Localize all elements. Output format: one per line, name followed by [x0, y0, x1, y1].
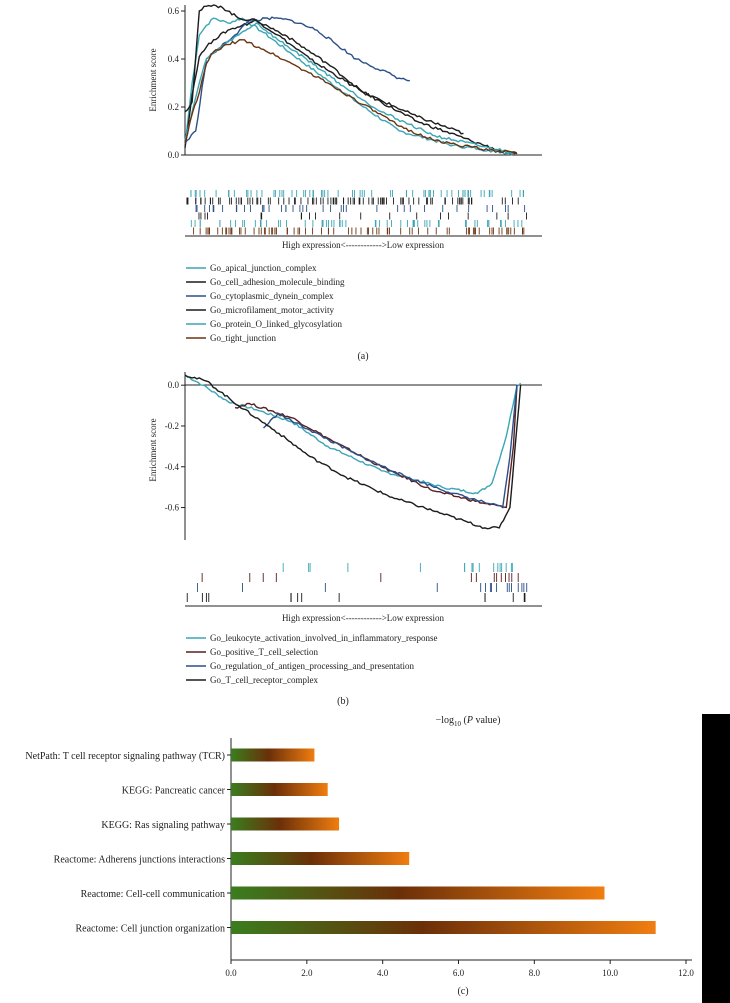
panel-c-xtick-label: 2.0 [301, 968, 313, 978]
panel-a-legend-label: Go_cytoplasmic_dynein_complex [210, 291, 334, 301]
panel-b-gsea-plot [148, 372, 542, 707]
panel-b-series-line [235, 385, 517, 507]
panel-c-bar [231, 783, 328, 796]
panel-c-bar [231, 887, 604, 900]
panel-c-bar [231, 749, 314, 762]
panel-b-series-line [264, 385, 518, 507]
panel-c-category-label: NetPath: T cell receptor signaling pathway (TCR) [25, 751, 225, 762]
panel-a-series-line [185, 5, 464, 134]
panel-b-label: (b) [337, 696, 349, 707]
panel-a-legend-label: Go_tight_junction [210, 333, 276, 343]
panel-c-xtick-label: 12.0 [678, 968, 694, 978]
panel-c-xtick-label: 0.0 [225, 968, 237, 978]
panel-c-bar [231, 852, 409, 865]
panel-b-ytick-label: -0.6 [164, 502, 179, 513]
panel-c-category-label: KEGG: Ras signaling pathway [101, 820, 225, 831]
panel-c-bar [231, 921, 656, 934]
panel-a-ytick-label: 0.0 [167, 150, 179, 160]
panel-c-category-label: Reactome: Cell-cell communication [80, 889, 225, 900]
panel-c-category-label: Reactome: Adherens junctions interactions [53, 854, 225, 866]
panel-c-xtick-label: 10.0 [602, 968, 619, 978]
panel-a-legend-label: Go_cell_adhesion_molecule_binding [210, 277, 345, 287]
panel-a-label: (a) [357, 351, 369, 362]
panel-b-legend-label: Go_positive_T_cell_selection [210, 647, 318, 657]
panel-c-category-label: Reactome: Cell junction organization [75, 923, 225, 935]
black-edge-strip [702, 714, 730, 1003]
panel-a-series-line [185, 40, 517, 154]
panel-c-xtick-label: 4.0 [377, 968, 389, 978]
panel-b-ylabel: Enrichment score [148, 418, 158, 482]
panel-a-legend-label: Go_microfilament_motor_activity [210, 305, 334, 315]
panel-c-xtick-label: 6.0 [452, 968, 465, 978]
panel-b-legend-label: Go_leukocyte_activation_involved_in_inflammatory_response [210, 633, 438, 643]
panel-b-legend-label: Go_T_cell_receptor_complex [210, 675, 318, 685]
panel-b-series-line [185, 375, 521, 494]
panel-b-xlabel: High expression<------------>Low expression [281, 613, 445, 623]
panel-a-series-line [185, 21, 517, 154]
panel-b-ytick-label: -0.2 [164, 420, 179, 431]
panel-c-bar-chart [25, 715, 694, 997]
panel-c-label: (c) [457, 986, 469, 997]
panel-b-ytick-label: -0.4 [164, 461, 179, 472]
panel-a-legend-label: Go_protein_O_linked_glycosylation [210, 319, 342, 329]
panel-a-series-line [185, 18, 513, 155]
panel-a-gsea-plot [148, 5, 542, 362]
panel-a-xlabel: High expression<------------>Low expression [281, 240, 445, 250]
panel-a-ytick-label: 0.2 [167, 102, 179, 112]
panel-a-ytick-label: 0.6 [167, 6, 179, 16]
panel-b-ytick-label: 0.0 [167, 380, 179, 391]
panel-a-legend-label: Go_apical_junction_complex [210, 263, 317, 273]
panel-a-ylabel: Enrichment score [148, 48, 158, 112]
panel-c-title: $-\log_{10}$ (P value) [435, 715, 501, 728]
panel-c-xtick-label: 8.0 [528, 968, 540, 978]
panel-c-bar [231, 818, 339, 831]
panel-a-ytick-label: 0.4 [167, 54, 179, 64]
panel-b-legend-label: Go_regulation_of_antigen_processing_and_presentation [210, 661, 414, 671]
panel-c-category-label: KEGG: Pancreatic cancer [121, 785, 225, 797]
